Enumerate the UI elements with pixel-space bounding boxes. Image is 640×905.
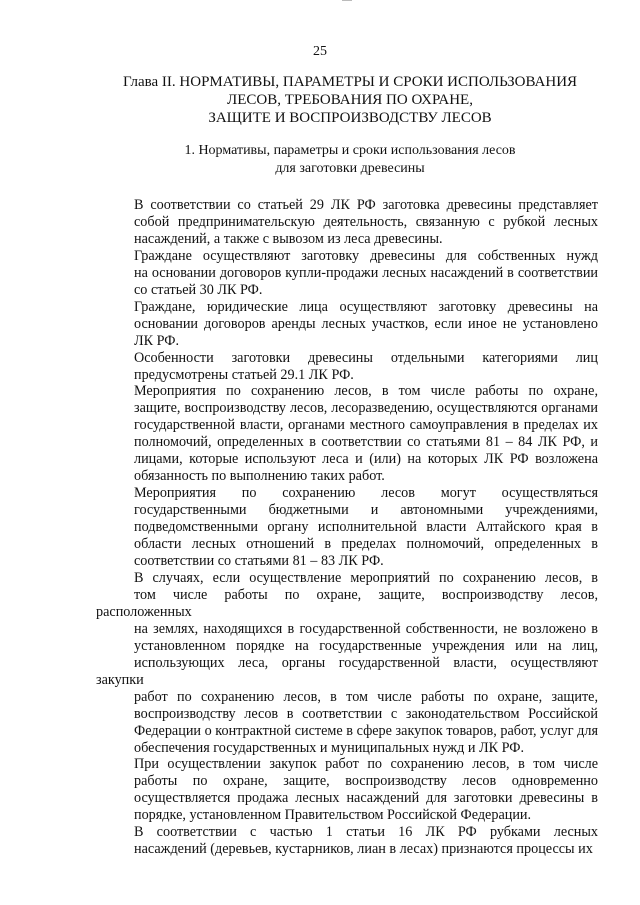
- paragraph: [96, 485, 598, 570]
- paragraph-line: соответствии со статьями 81 – 83 ЛК РФ.: [134, 553, 384, 570]
- page-number: 25: [313, 44, 327, 59]
- paragraph-line: обеспечения государственных и муниципальных нужд и ЛК РФ.: [134, 739, 525, 756]
- top-mark: [342, 0, 352, 1]
- paragraph-line: Граждане осуществляют заготовку древесины для собственных нужд: [134, 247, 598, 264]
- paragraph-line: использующих леса, органы государственной власти, осуществляют закупки: [96, 654, 598, 688]
- paragraph-line: В соответствии со статьей 29 ЛК РФ заготовка древесины представляет: [134, 197, 598, 213]
- paragraph-line: работы по охране, защите, воспроизводству лесов одновременно: [134, 773, 598, 790]
- paragraph-line: установленном порядке на государственные учреждения или на лиц,: [134, 637, 598, 654]
- paragraph-line: При осуществлении закупок работ по сохранению лесов, в том числе: [134, 756, 598, 773]
- paragraph-line: собой предпринимательскую деятельность, связанную с рубкой лесных: [134, 213, 598, 230]
- paragraph-line: полномочий, определенных в соответствии со статьями 81 – 84 ЛК РФ, и: [134, 434, 598, 451]
- paragraph-line: В соответствии с частью 1 статьи 16 ЛК РФ рубками лесных: [134, 824, 598, 841]
- chapter-title: [100, 73, 600, 127]
- paragraph: [96, 248, 598, 299]
- paragraph: [96, 570, 598, 756]
- paragraph-line: насаждений, а также с вывозом из леса древесины.: [134, 230, 443, 247]
- paragraph-line: основании договоров аренды лесных участков, если иное не установлено: [134, 315, 598, 332]
- paragraph-line: Особенности заготовки древесины отдельными категориями лиц: [134, 349, 598, 366]
- paragraph-line: на основании договоров купли-продажи лесных насаждений в соответствии: [134, 264, 598, 281]
- paragraph: [96, 756, 598, 824]
- paragraph: [96, 383, 598, 485]
- paragraph-line: защите, воспроизводству лесов, лесоразведению, осуществляются органами: [134, 400, 598, 417]
- paragraph-line: со статьей 30 ЛК РФ.: [134, 281, 263, 298]
- paragraph-line: государственной власти, органами местного самоуправления в пределах их: [134, 417, 598, 434]
- paragraph-line: ЛК РФ.: [134, 332, 180, 349]
- paragraph-line: Граждане, юридические лица осуществляют заготовку древесины на: [134, 298, 598, 315]
- section-title-line: 1. Нормативы, параметры и сроки использования лесов: [184, 143, 516, 158]
- paragraph-line: на землях, находящихся в государственной собственности, не возложено в: [134, 620, 598, 637]
- paragraph: [96, 350, 598, 384]
- paragraph-line: осуществляется продажа лесных насаждений для заготовки древесины в: [134, 790, 598, 807]
- paragraph: [96, 197, 598, 248]
- paragraph-line: насаждений (деревьев, кустарников, лиан в лесах) признаются процессы их: [134, 841, 593, 858]
- paragraph-line: государственными бюджетными и автономными учреждениями,: [134, 502, 598, 519]
- paragraph-line: воспроизводству лесов в соответствии с законодательством Российской: [134, 705, 598, 722]
- paragraph-line: том числе работы по охране, защите, воспроизводству лесов, расположенных: [96, 586, 598, 620]
- paragraph-line: В случаях, если осуществление мероприятий по сохранению лесов, в: [134, 569, 598, 586]
- section-title: [100, 142, 600, 178]
- paragraph-line: Мероприятия по сохранению лесов, в том числе работы по охране,: [134, 383, 598, 400]
- paragraph-line: лицами, которые используют леса и (или) на которых ЛК РФ возложена: [134, 451, 598, 468]
- paragraph-line: предусмотрены статьей 29.1 ЛК РФ.: [134, 366, 354, 383]
- paragraph: [96, 299, 598, 350]
- chapter-title-line: ЛЕСОВ, ТРЕБОВАНИЯ ПО ОХРАНЕ,: [227, 92, 473, 108]
- paragraph-line: работ по сохранению лесов, в том числе работы по охране, защите,: [134, 688, 598, 705]
- paragraph-line: Мероприятия по сохранению лесов могут осуществляться: [134, 485, 598, 502]
- paragraph-line: подведомственными органу исполнительной власти Алтайского края в: [134, 519, 598, 536]
- paragraph-line: порядке, установленном Правительством Российской Федерации.: [134, 807, 532, 824]
- paragraph: [96, 824, 598, 858]
- paragraph-line: обязанность по выполнению таких работ.: [134, 468, 385, 485]
- paragraph-line: области лесных отношений в пределах полномочий, определенных в: [134, 536, 598, 553]
- chapter-title-line: ЗАЩИТЕ И ВОСПРОИЗВОДСТВУ ЛЕСОВ: [208, 110, 492, 126]
- section-title-line: для заготовки древесины: [275, 161, 425, 176]
- body-text: [96, 197, 598, 858]
- chapter-title-line: Глава II. НОРМАТИВЫ, ПАРАМЕТРЫ И СРОКИ ИСПОЛЬЗОВАНИЯ: [122, 74, 578, 90]
- paragraph-line: Федерации о контрактной системе в сфере закупок товаров, работ, услуг для: [134, 722, 598, 739]
